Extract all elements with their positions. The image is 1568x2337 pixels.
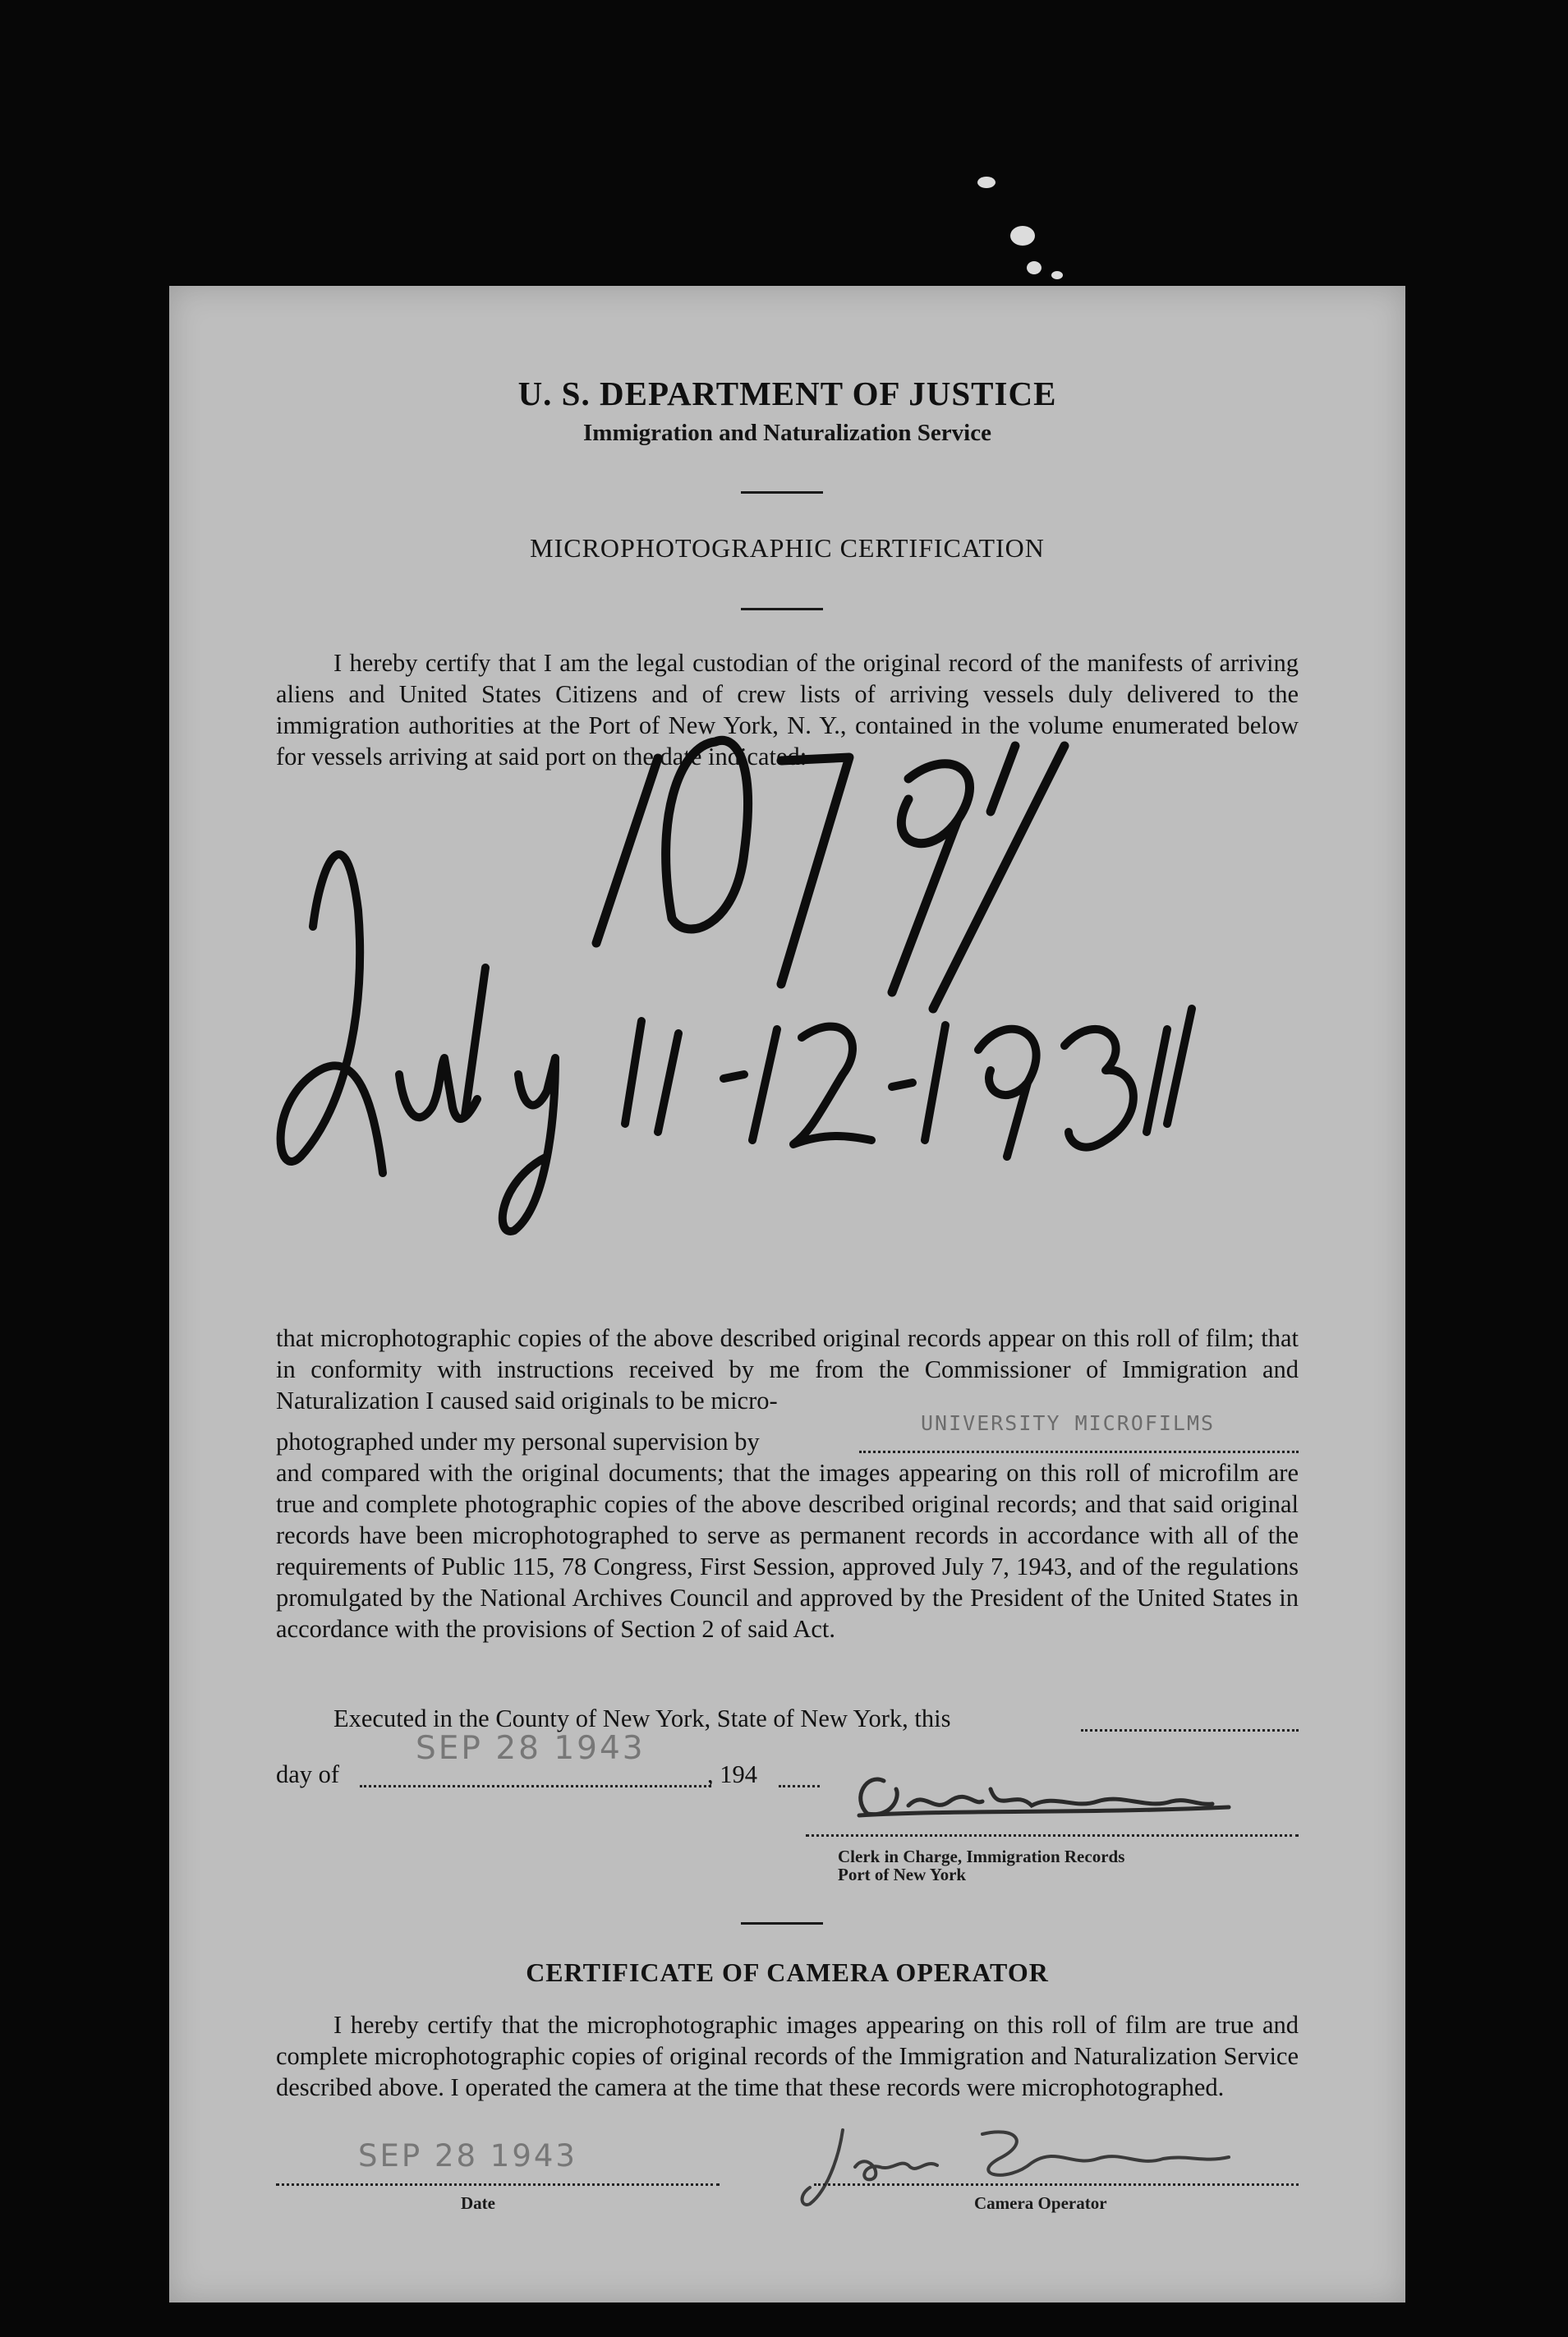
service-subheading: Immigration and Naturalization Service [583, 420, 991, 446]
executed-line: Executed in the County of New York, State of New York, this [333, 1704, 951, 1732]
body-paragraph-rest [276, 1457, 1299, 1645]
supervised-label: photographed under my personal supervision by [276, 1428, 760, 1456]
operator-label: Camera Operator [974, 2193, 1107, 2213]
supervisor-dotted-line [859, 1451, 1299, 1453]
body-lead-text: that microphotographic copies of the above described original records appear on this roll of film; that in conformity with instructions received by me from the Commissioner of Immigration and Naturalization I caused said originals to be micro- [276, 1324, 1299, 1415]
signer-place: Port of New York [838, 1865, 967, 1884]
executed-dotted-line [1081, 1729, 1299, 1732]
year-prefix: , 194 [707, 1760, 757, 1788]
year-dotted-line [779, 1785, 820, 1787]
date-stamp: SEP 28 1943 [416, 1730, 646, 1767]
operator-dotted-line [814, 2183, 1299, 2186]
signature-dotted-line [806, 1834, 1299, 1837]
film-speck [1027, 261, 1042, 274]
date-label: Date [461, 2193, 495, 2213]
body-paragraph-lead [276, 1323, 1299, 1416]
certificate-page [169, 286, 1405, 2302]
camera-date-stamp: SEP 28 1943 [358, 2138, 577, 2174]
camera-operator-text: I hereby certify that the microphotographic images appearing on this roll of film are true and complete microphotographic copies of original records of the Immigration and Naturalization Service described above. I operated the camera at the time that these records were microphotographed. [276, 2011, 1299, 2101]
divider-rule [741, 1922, 823, 1925]
camera-date-dotted-line [276, 2183, 720, 2186]
camera-operator-title: CERTIFICATE OF CAMERA OPERATOR [526, 1957, 1049, 1987]
film-speck [1051, 271, 1063, 279]
day-of-label: day of [276, 1760, 340, 1788]
body-rest-text: and compared with the original documents; that the images appearing on this roll of microfilm are true and complete photographic copies of the above described original records; and that said original records have been microphotographed to serve as permanent records in accordance with all of the requirements of Public 115, 78 Congress, First Session, approved July 7, 1943, and of the regulations promulgated by the National Archives Council and approved by the President of the United States in accordance with the provisions of Section 2 of said Act. [276, 1459, 1299, 1643]
supervisor-stamp: UNIVERSITY MICROFILMS [921, 1411, 1216, 1435]
certification-title: MICROPHOTOGRAPHIC CERTIFICATION [530, 533, 1045, 563]
signer-title: Clerk in Charge, Immigration Records [838, 1847, 1125, 1866]
department-heading: U. S. DEPARTMENT OF JUSTICE [517, 375, 1057, 412]
clerk-signature [835, 1756, 1311, 1830]
film-speck [977, 177, 996, 188]
day-dotted-line [360, 1785, 711, 1787]
film-speck [1010, 226, 1035, 246]
intro-text: I hereby certify that I am the legal custodian of the original record of the manifests of arriving aliens and United States Citizens and of crew lists of arriving vessels duly delivered to the immigration authorities at the Port of New York, N. Y., contained in the volume enumerated below for vessels arriving at said port on the date indicated: [276, 649, 1299, 771]
camera-operator-paragraph [276, 2009, 1299, 2103]
handwritten-entry [169, 286, 1405, 1354]
